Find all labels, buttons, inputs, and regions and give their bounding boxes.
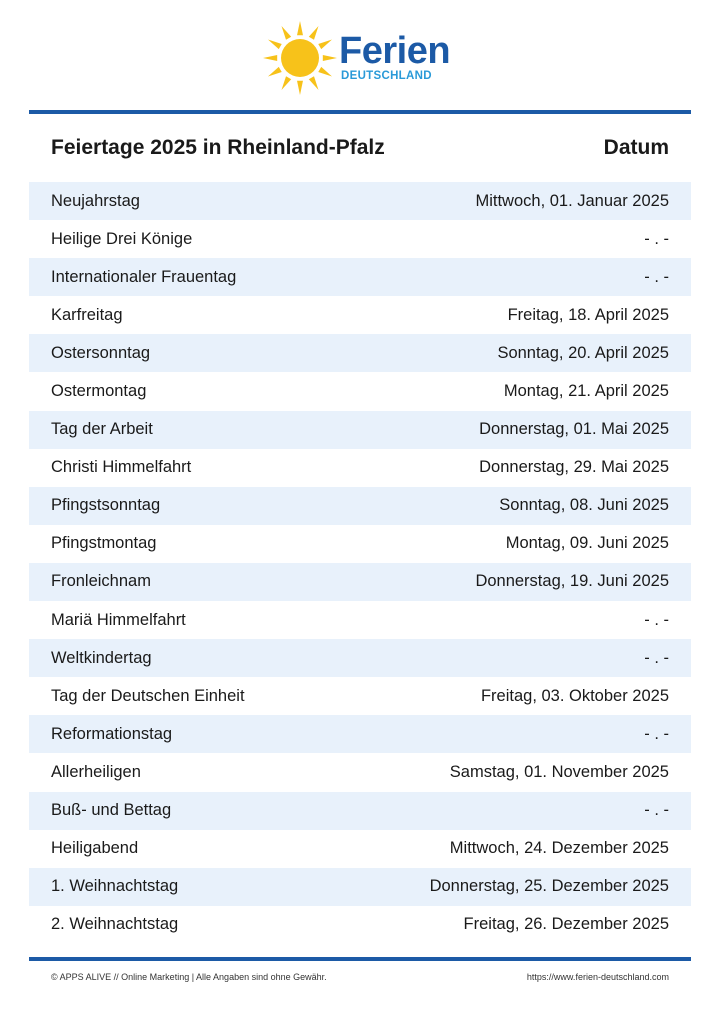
holiday-name: Christi Himmelfahrt	[51, 458, 192, 477]
holiday-date: Freitag, 18. April 2025	[507, 305, 669, 324]
holiday-name: Karfreitag	[51, 305, 123, 324]
holiday-row	[29, 906, 691, 944]
holiday-row	[29, 220, 691, 258]
holiday-name: 2. Weihnachtstag	[51, 915, 179, 934]
holiday-date: Mittwoch, 01. Januar 2025	[475, 191, 669, 210]
holiday-date: - . -	[644, 648, 669, 667]
holiday-row	[29, 868, 691, 906]
holiday-row	[29, 258, 691, 296]
holiday-row	[29, 372, 691, 410]
holiday-name: Ostersonntag	[51, 343, 151, 362]
holiday-name: Heiligabend	[51, 839, 139, 858]
holiday-date: Donnerstag, 29. Mai 2025	[479, 458, 669, 477]
holiday-row	[29, 601, 691, 639]
holiday-date: Montag, 09. Juni 2025	[505, 534, 669, 553]
table-header	[29, 130, 691, 166]
sun-ray	[263, 55, 277, 61]
holiday-date: - . -	[644, 724, 669, 743]
holiday-name: Neujahrstag	[51, 191, 140, 210]
top-divider	[29, 110, 691, 114]
holiday-row	[29, 639, 691, 677]
holiday-name: Tag der Arbeit	[51, 420, 153, 439]
holiday-date: Sonntag, 20. April 2025	[497, 343, 669, 362]
footer-url[interactable]: https://www.ferien-deutschland.com	[526, 972, 669, 982]
holiday-name: Reformationstag	[51, 724, 173, 743]
footer-copyright: © APPS ALIVE // Online Marketing | Alle Angaben sind ohne Gewähr.	[51, 972, 327, 982]
holiday-name: Pfingstsonntag	[51, 496, 161, 515]
holiday-name: Heilige Drei Könige	[51, 229, 193, 248]
logo-brand: Ferien	[339, 30, 451, 72]
holiday-row	[29, 182, 691, 220]
sun-ray	[297, 21, 303, 35]
holiday-date: Freitag, 03. Oktober 2025	[480, 686, 669, 705]
footer	[51, 972, 669, 982]
holiday-date: Donnerstag, 25. Dezember 2025	[429, 877, 669, 896]
holiday-row	[29, 411, 691, 449]
holiday-date: Mittwoch, 24. Dezember 2025	[449, 839, 669, 858]
holiday-row	[29, 753, 691, 791]
sun-ray	[318, 67, 332, 77]
sun-ray	[268, 67, 282, 77]
holiday-date: - . -	[644, 801, 669, 820]
sun-ray	[268, 40, 282, 50]
holiday-name: Pfingstmontag	[51, 534, 157, 553]
holiday-row	[29, 715, 691, 753]
holiday-date: Samstag, 01. November 2025	[449, 762, 669, 781]
holiday-date: - . -	[644, 267, 669, 286]
sun-ray	[323, 55, 337, 61]
logo	[262, 20, 462, 96]
sun-icon	[262, 20, 338, 96]
holiday-name: Weltkindertag	[51, 648, 152, 667]
holiday-date: Montag, 21. April 2025	[503, 382, 669, 401]
sun-ray	[309, 76, 319, 90]
holiday-date: - . -	[644, 229, 669, 248]
holiday-date: Sonntag, 08. Juni 2025	[499, 496, 669, 515]
sun-ray	[282, 76, 292, 90]
sun-ray	[309, 26, 319, 40]
page-title: Feiertage 2025 in Rheinland-Pfalz	[51, 136, 385, 159]
holiday-row	[29, 525, 691, 563]
date-column-header: Datum	[603, 136, 669, 159]
sun-ray	[297, 81, 303, 95]
holiday-date: Freitag, 26. Dezember 2025	[463, 915, 669, 934]
holiday-row	[29, 677, 691, 715]
sun-ray	[282, 26, 292, 40]
holiday-date: - . -	[644, 610, 669, 629]
holiday-name: Internationaler Frauentag	[51, 267, 237, 286]
holiday-date: Donnerstag, 01. Mai 2025	[479, 420, 669, 439]
holiday-row	[29, 449, 691, 487]
bottom-divider	[29, 957, 691, 961]
holiday-row	[29, 487, 691, 525]
holiday-name: Buß- und Bettag	[51, 801, 172, 820]
holiday-date: Donnerstag, 19. Juni 2025	[475, 572, 669, 591]
holiday-name: Allerheiligen	[51, 762, 141, 781]
sun-ray	[318, 40, 332, 50]
holiday-name: Fronleichnam	[51, 572, 151, 591]
holiday-row	[29, 830, 691, 868]
holiday-name: Mariä Himmelfahrt	[51, 610, 186, 629]
holiday-table	[29, 182, 691, 944]
holiday-row	[29, 792, 691, 830]
holiday-row	[29, 334, 691, 372]
holiday-name: 1. Weihnachtstag	[51, 877, 179, 896]
holiday-row	[29, 563, 691, 601]
holiday-row	[29, 296, 691, 334]
holiday-name: Tag der Deutschen Einheit	[51, 686, 245, 705]
logo-subtitle: DEUTSCHLAND	[341, 70, 432, 82]
holiday-name: Ostermontag	[51, 382, 147, 401]
